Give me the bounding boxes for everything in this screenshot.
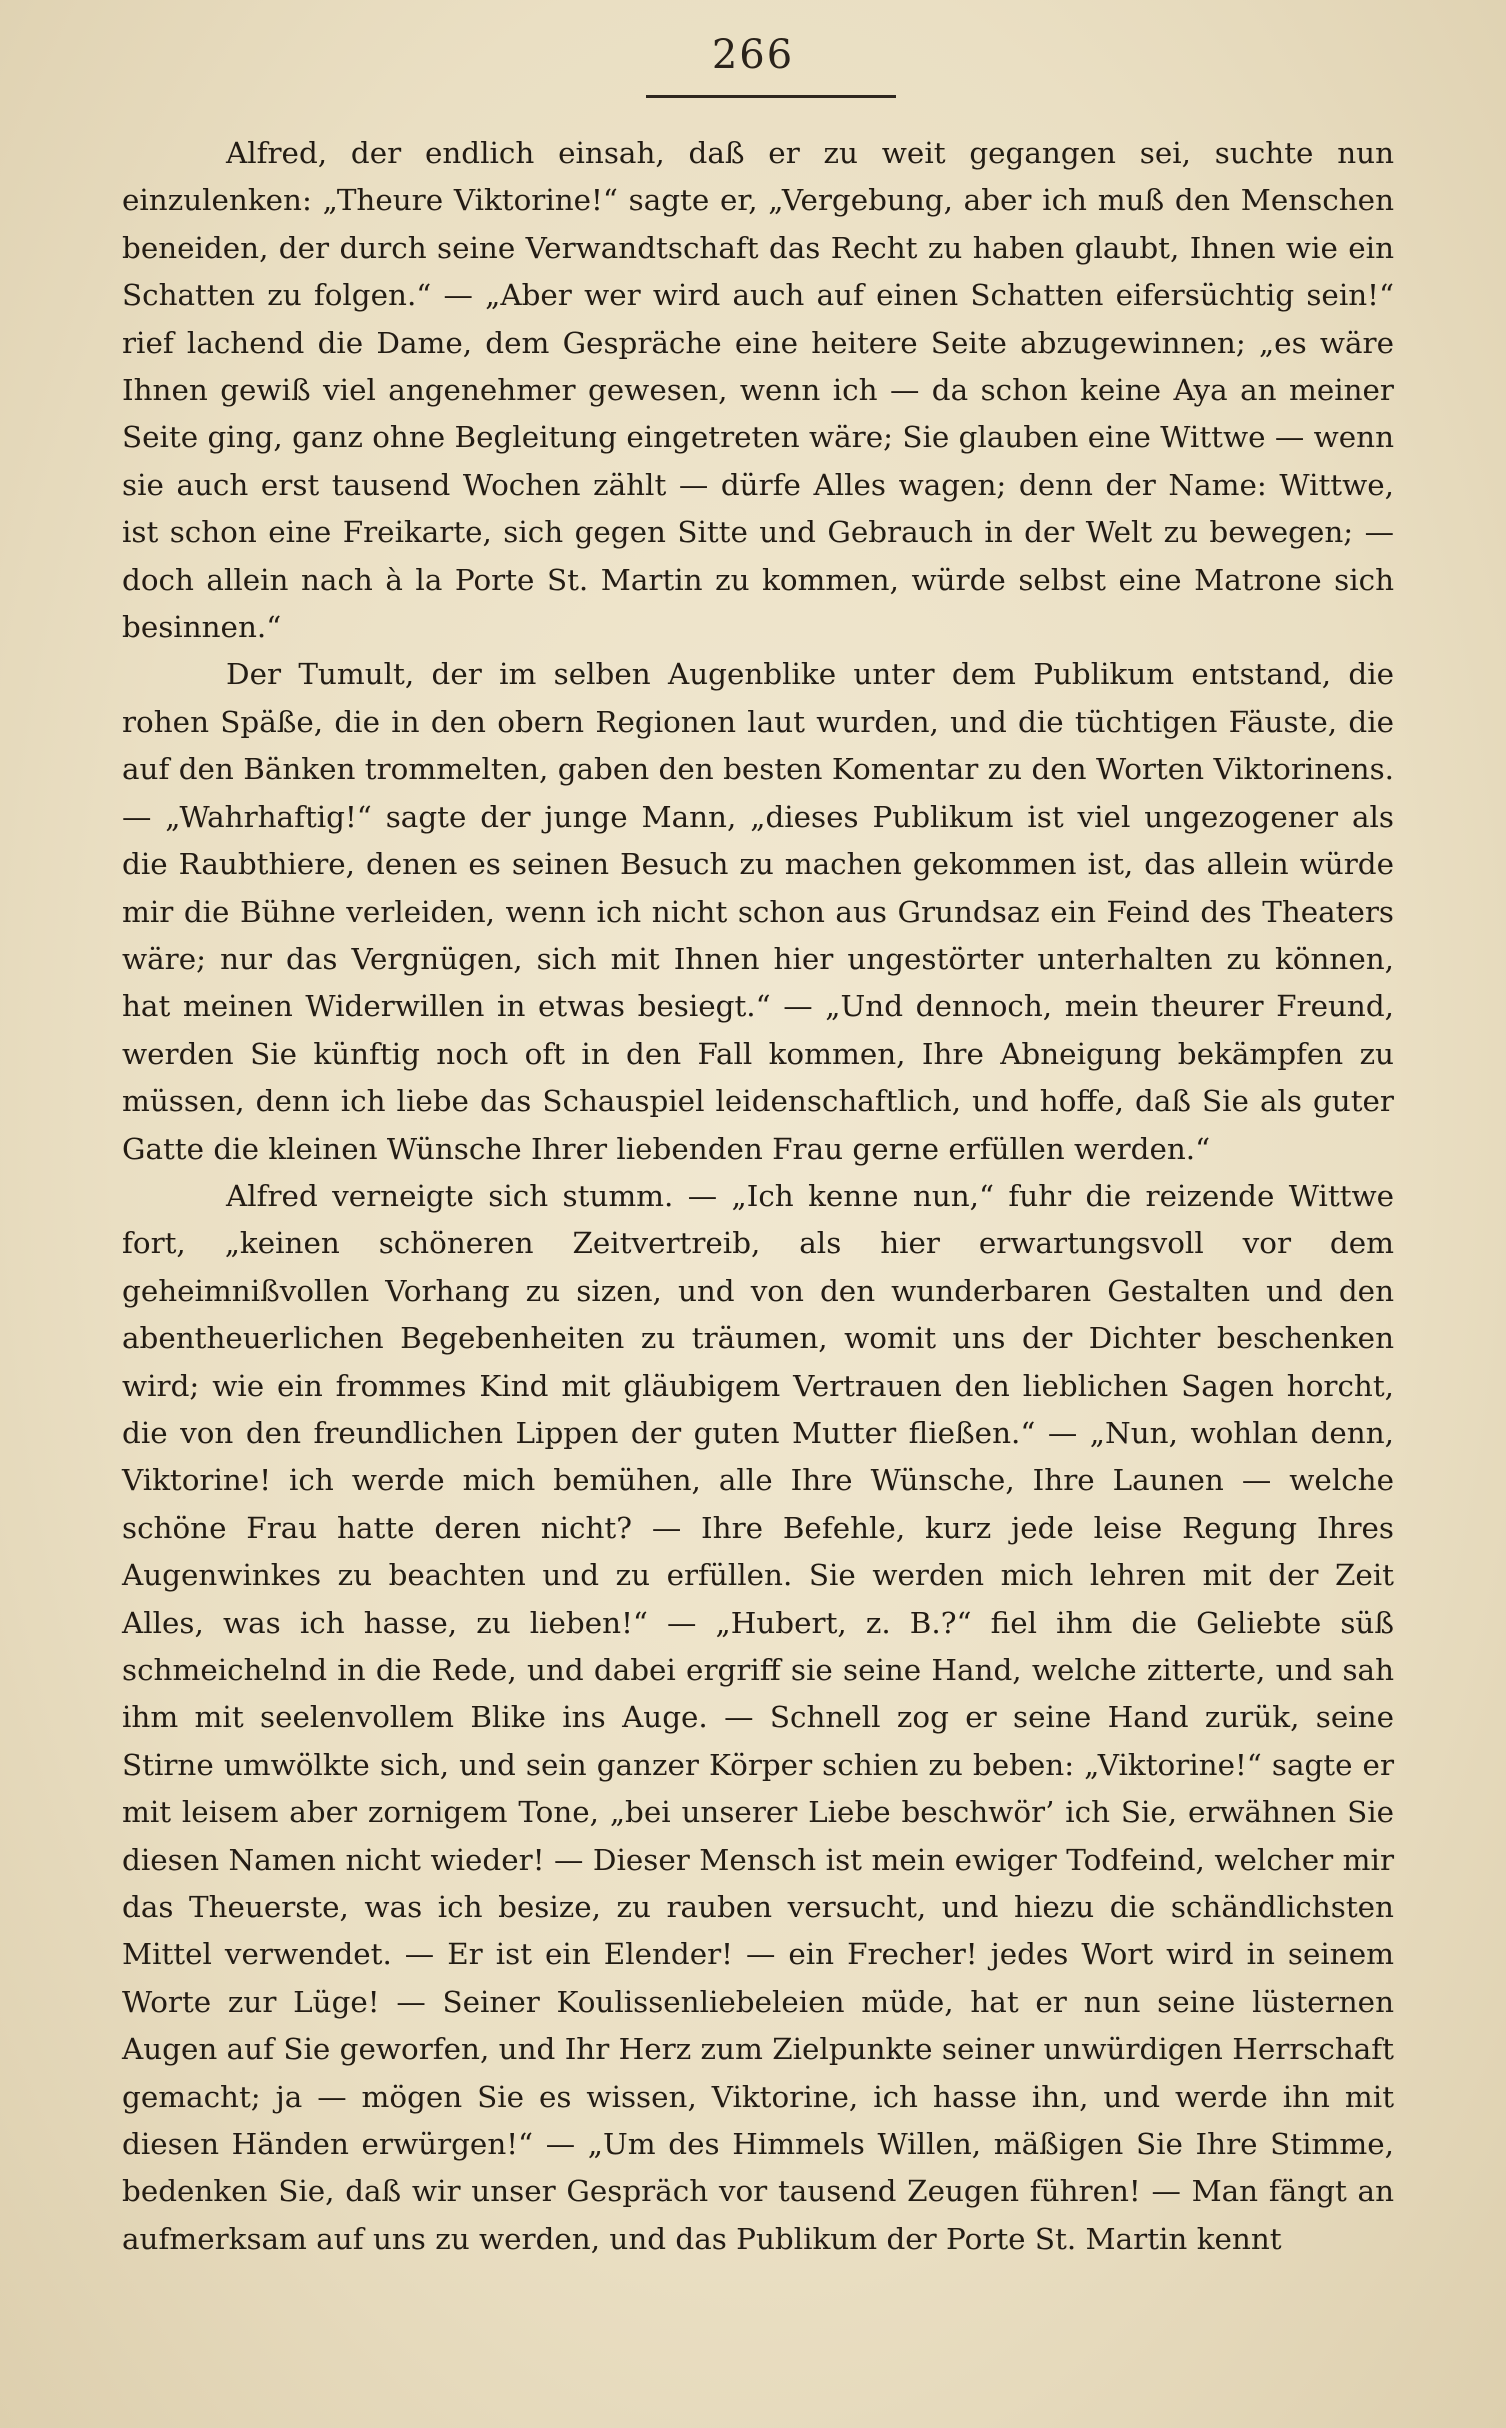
paragraph-2: Der Tumult, der im selben Augenblike unter dem Publikum entstand, die rohen Späße, die in den obern Regionen laut wurden, und die tüchtigen Fäuste, die auf den Bänken trommelten, gaben den besten Komentar zu den Worten Viktorinens. — „Wahrhaftig!“ sagte der junge Mann, „dieses Publikum ist viel ungezogener als die Raubthiere, denen es seinen Besuch zu machen gekommen ist, das allein würde mir die Bühne verleiden, wenn ich nicht schon aus Grundsaz ein Feind des Theaters wäre; nur das Vergnügen, sich mit Ihnen hier ungestörter unterhalten zu können, hat meinen Widerwillen in etwas besiegt.“ — „Und dennoch, mein theurer Freund, werden Sie künftig noch oft in den Fall kommen, Ihre Abneigung bekämpfen zu müssen, denn ich liebe das Schauspiel leidenschaftlich, und hoffe, daß Sie als guter Gatte die kleinen Wünsche Ihrer liebenden Frau gerne erfüllen werden.“	[122, 657, 1394, 1166]
header-rule	[646, 95, 896, 98]
paragraph-1: Alfred, der endlich einsah, daß er zu weit gegangen sei, suchte nun einzulenken: „Theure Viktorine!“ sagte er, „Vergebung, aber ich muß den Menschen beneiden, der durch seine Verwandtschaft das Recht zu haben glaubt, Ihnen wie ein Schatten zu folgen.“ — „Aber wer wird auch auf einen Schatten eifersüchtig sein!“ rief lachend die Dame, dem Gespräche eine heitere Seite abzugewinnen; „es wäre Ihnen gewiß viel angenehmer gewesen, wenn ich — da schon keine Aya an meiner Seite ging, ganz ohne Begleitung eingetreten wäre; Sie glauben eine Wittwe — wenn sie auch erst tausend Wochen zählt — dürfe Alles wagen; denn der Name: Wittwe, ist schon eine Freikarte, sich gegen Sitte und Gebrauch in der Welt zu bewegen; — doch allein nach à la Porte St. Martin zu kommen, würde selbst eine Matrone sich besinnen.“	[122, 136, 1394, 645]
body-text	[122, 130, 1394, 2263]
page-number: 266	[711, 32, 795, 78]
paragraph-3: Alfred verneigte sich stumm. — „Ich kenne nun,“ fuhr die reizende Wittwe fort, „keinen schöneren Zeitvertreib, als hier erwartungsvoll vor dem geheimnißvollen Vorhang zu sizen, und von den wunderbaren Gestalten und den abentheuerlichen Begebenheiten zu träumen, womit uns der Dichter beschenken wird; wie ein frommes Kind mit gläubigem Vertrauen den lieblichen Sagen horcht, die von den freundlichen Lippen der guten Mutter fließen.“ — „Nun, wohlan denn, Viktorine! ich werde mich bemühen, alle Ihre Wünsche, Ihre Launen — welche schöne Frau hatte deren nicht? — Ihre Befehle, kurz jede leise Regung Ihres Augenwinkes zu beachten und zu erfüllen. Sie werden mich lehren mit der Zeit Alles, was ich hasse, zu lieben!“ — „Hubert, z. B.?“ fiel ihm die Geliebte süß schmeichelnd in die Rede, und dabei ergriff sie seine Hand, welche zitterte, und sah ihm mit seelenvollem Blike ins Auge. — Schnell zog er seine Hand zurük, seine Stirne umwölkte sich, und sein ganzer Körper schien zu beben: „Viktorine!“ sagte er mit leisem aber zornigem Tone, „bei unserer Liebe beschwör’ ich Sie, erwähnen Sie diesen Namen nicht wieder! — Dieser Mensch ist mein ewiger Todfeind, welcher mir das Theuerste, was ich besize, zu rauben versucht, und hiezu die schändlichsten Mittel verwendet. — Er ist ein Elender! — ein Frecher! jedes Wort wird in seinem Worte zur Lüge! — Seiner Koulissenliebeleien müde, hat er nun seine lüsternen Augen auf Sie geworfen, und Ihr Herz zum Zielpunkte seiner unwürdigen Herrschaft gemacht; ja — mögen Sie es wissen, Viktorine, ich hasse ihn, und werde ihn mit diesen Händen erwürgen!“ — „Um des Himmels Willen, mäßigen Sie Ihre Stimme, bedenken Sie, daß wir unser Gespräch vor tausend Zeugen führen! — Man fängt an aufmerksam auf uns zu werden, und das Publikum der Porte St. Martin kennt	[122, 1178, 1394, 2256]
